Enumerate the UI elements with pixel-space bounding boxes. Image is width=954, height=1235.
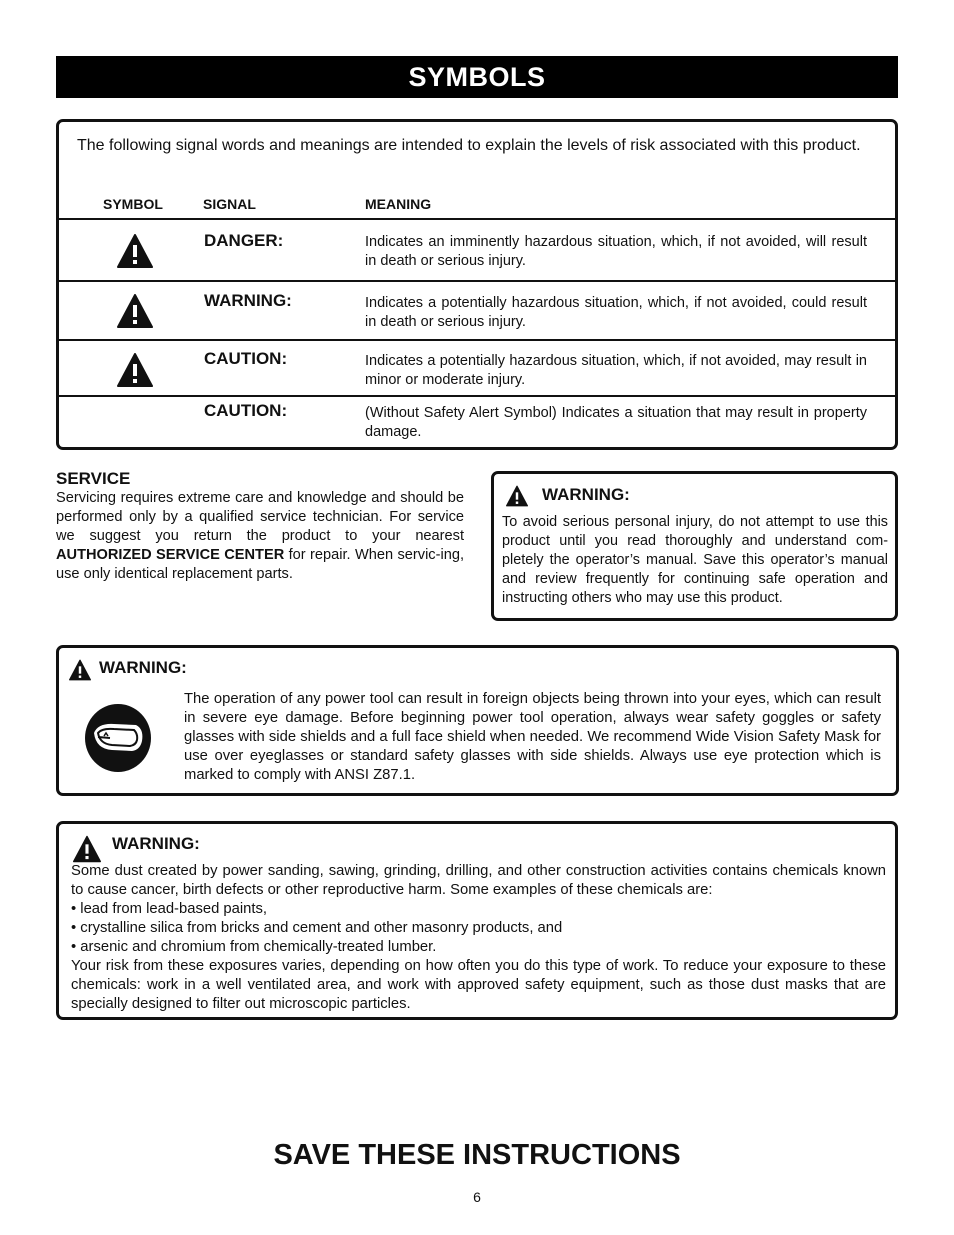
warning-text: The operation of any power tool can result in foreign objects being thrown into your eyes, which can result in severe eye damage. Before beginning power tool operation, always wear safety goggles or safety glasses with side shields and a full face shield when needed. We recommend Wide Vision Safety Mask for use over eyeglasses or standard safety glasses with side shields. Always use eye protection which is marked to comply with ANSI Z87.1.	[184, 691, 881, 783]
symbols-intro: The following signal words and meanings are intended to explain the levels of risk associated with this product.	[77, 137, 861, 154]
warning-outro: Your risk from these exposures varies, depending on how often you do this type of work. To reduce your exposure to these chemicals: work in a well ventilated area, and work with approved safety equipment, such as those dust masks that are specially designed to filter out microscopic particles.	[71, 958, 886, 1012]
signal-meaning: (Without Safety Alert Symbol) Indicates a situation that may result in property damage.	[365, 405, 867, 440]
symbol-row-caution-no-symbol	[59, 395, 895, 450]
symbol-row-warning	[59, 280, 895, 339]
warning-heading: WARNING:	[542, 485, 630, 504]
signal-word: DANGER:	[204, 231, 284, 250]
authorized-service-center: AUTHORIZED SERVICE CENTER	[56, 547, 285, 563]
signal-word: WARNING:	[204, 291, 292, 310]
list-item: • lead from lead-based paints,	[71, 901, 268, 917]
warning-heading: WARNING:	[112, 834, 200, 853]
chemicals-list	[71, 900, 886, 957]
safety-alert-icon	[72, 835, 102, 863]
page-number: 6	[473, 1189, 481, 1205]
safety-alert-icon	[116, 233, 154, 269]
signal-meaning: Indicates a potentially hazardous situation, which, if not avoided, may result in minor or moderate injury.	[365, 353, 867, 388]
column-header-symbol: SYMBOL	[103, 196, 163, 212]
safety-alert-icon	[68, 659, 92, 681]
warning-text: To avoid serious personal injury, do not attempt to use this product until you read thoroughly and understand com-pletely the operator’s manual. Save this operator’s manual and review frequently for continuing safe operation and instructing others who may use this product.	[502, 514, 888, 606]
safety-glasses-icon	[84, 703, 152, 773]
list-item: • arsenic and chromium from chemically-treated lumber.	[71, 939, 437, 955]
page-title: SYMBOLS	[56, 56, 898, 98]
safety-alert-icon	[116, 293, 154, 329]
symbol-row-danger	[59, 218, 895, 280]
warning-manual-box	[491, 471, 898, 621]
warning-intro: Some dust created by power sanding, sawing, grinding, drilling, and other construction activities contains chemicals known to cause cancer, birth defects or other reproductive harm. Some examples of these chemicals are:	[71, 863, 886, 898]
warning-eyes-box	[56, 645, 899, 796]
warning-dust-box	[56, 821, 898, 1020]
save-instructions: SAVE THESE INSTRUCTIONS	[273, 1139, 681, 1171]
signal-meaning: Indicates an imminently hazardous situation, which, if not avoided, will result in death or serious injury.	[365, 234, 867, 269]
column-header-meaning: MEANING	[365, 196, 432, 212]
list-item: • crystalline silica from bricks and cement and other masonry products, and	[71, 920, 563, 936]
signal-meaning: Indicates a potentially hazardous situation, which, if not avoided, could result in death or serious injury.	[365, 295, 867, 330]
safety-alert-icon	[505, 485, 529, 507]
safety-alert-icon	[116, 352, 154, 388]
signal-word: CAUTION:	[204, 349, 288, 368]
service-heading: SERVICE	[56, 469, 131, 488]
service-text: Servicing requires extreme care and knowledge and should be performed only by a qualified service technician. For service we suggest you return the product to your nearest AUTHORIZED SERVICE CENTER for repair. When servic-ing, use only identical replacement parts.	[56, 490, 464, 582]
signal-word: CAUTION:	[204, 401, 288, 420]
symbol-row-caution	[59, 339, 895, 395]
symbols-table	[56, 119, 898, 450]
warning-heading: WARNING:	[99, 658, 187, 677]
column-header-signal: SIGNAL	[203, 196, 256, 212]
warning-text	[71, 862, 886, 1014]
